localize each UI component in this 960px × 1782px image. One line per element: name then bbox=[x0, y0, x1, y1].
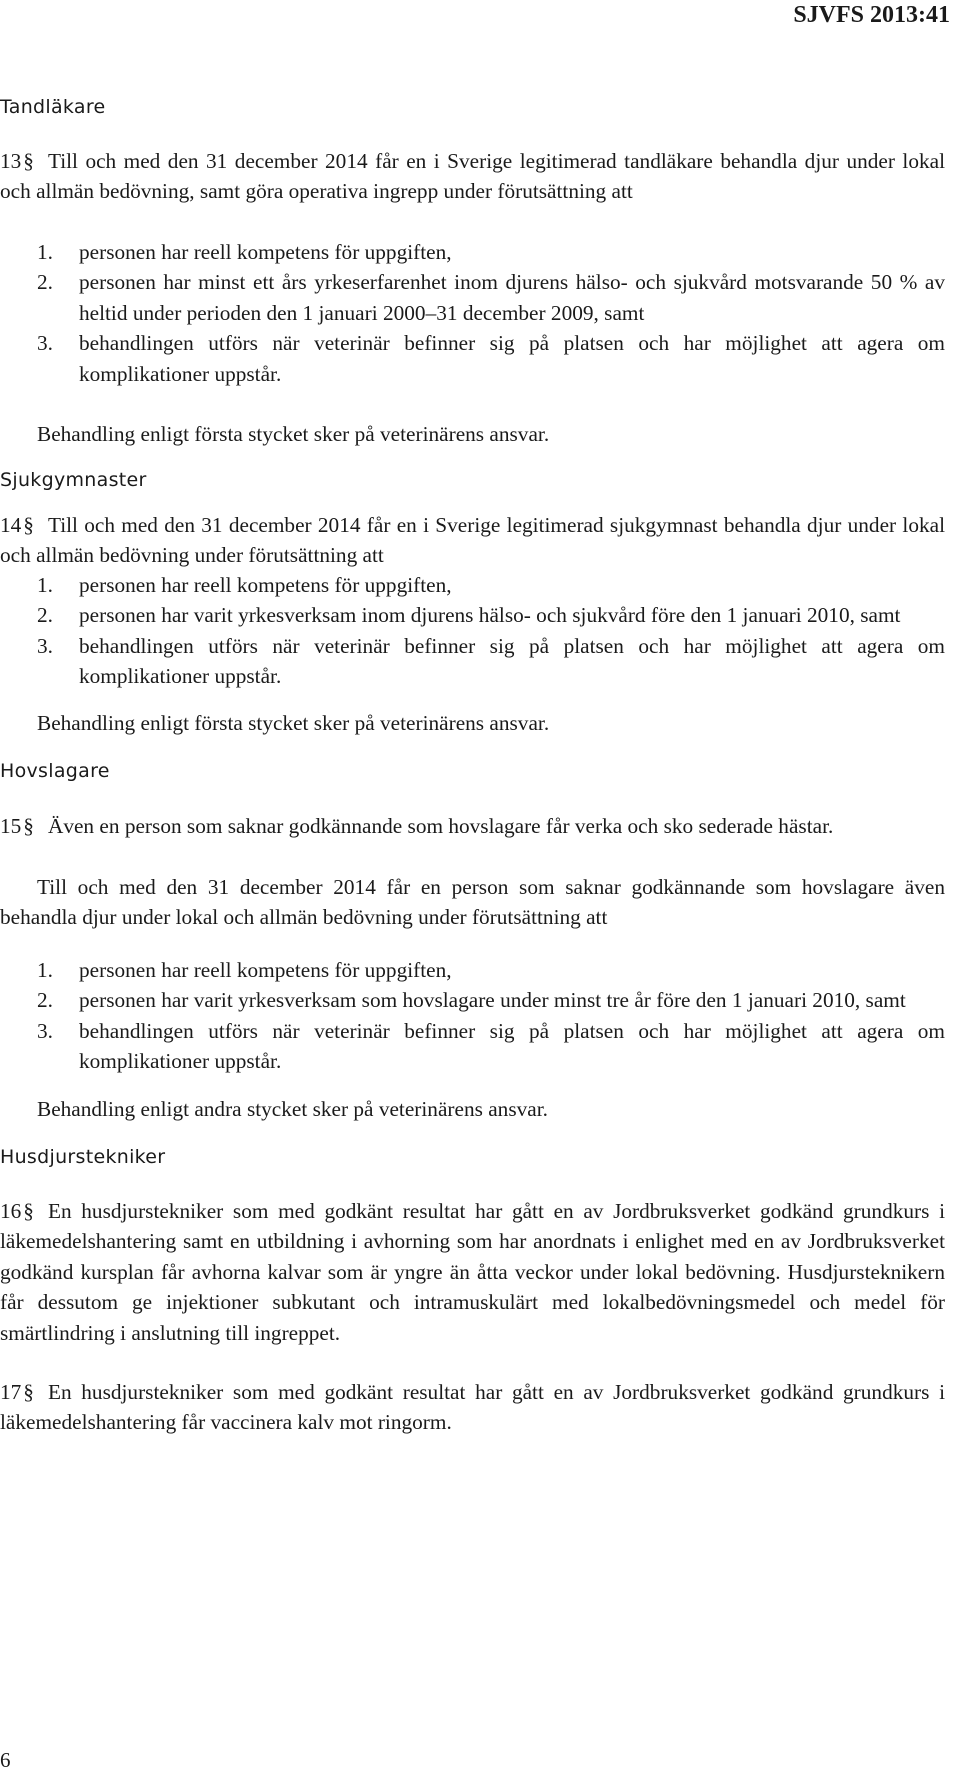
section-text: Även en person som saknar godkännande som hovslagare får verka och sko sederade hästar. bbox=[47, 814, 834, 838]
section-symbol: § bbox=[23, 814, 34, 838]
section-15 bbox=[0, 811, 945, 841]
section-14 bbox=[0, 510, 945, 571]
responsibility-note: Behandling enligt andra stycket sker på veterinärens ansvar. bbox=[37, 1097, 548, 1121]
page-number: 6 bbox=[0, 1748, 11, 1772]
heading-hovslagare: Hovslagare bbox=[0, 760, 110, 782]
requirements-list bbox=[37, 955, 945, 1077]
section-text: Till och med den 31 december 2014 får en i Sverige legitimerad sjukgymnast behandla djur under lokal och allmän bedövning under förutsättning att bbox=[0, 513, 945, 568]
section-number: 14 bbox=[0, 513, 22, 537]
list-item: 3. behandlingen utförs när veterinär befinner sig på platsen och har möjlighet att agera om komplikationer uppstår. bbox=[37, 633, 945, 689]
responsibility-note: Behandling enligt första stycket sker på veterinärens ansvar. bbox=[37, 422, 550, 446]
section-text: En husdjurstekniker som med godkänt resultat har gått en av Jordbruksverket godkänd grundkurs i läkemedelshantering får vaccinera kalv mot ringorm. bbox=[0, 1380, 945, 1435]
section-text: En husdjurstekniker som med godkänt resultat har gått en av Jordbruksverket godkänd grundkurs i läkemedelshantering samt en utbildning i avhorning som har anordnats i enlighet med en av Jordbruksverket godkänd kursplan får avhorna kalvar som är yngre än åtta veckor under lokal bedövning. Husdjursteknikern får dessutom ge injektioner subkutant och intramuskulärt med lokalbedövningsmedel och medel för smärtlindring i anslutning till ingreppet. bbox=[0, 1199, 945, 1345]
section-13 bbox=[0, 146, 945, 207]
heading-husdjurstekniker: Husdjurstekniker bbox=[0, 1146, 166, 1168]
list-item: 2. personen har varit yrkesverksam som hovslagare under minst tre år före den 1 januari 2010, samt bbox=[37, 988, 906, 1013]
responsibility-note: Behandling enligt första stycket sker på veterinärens ansvar. bbox=[37, 711, 550, 735]
section-symbol: § bbox=[23, 513, 34, 537]
list-item: 1. personen har reell kompetens för uppgiften, bbox=[37, 240, 452, 264]
list-item: 2. personen har minst ett års yrkeserfarenhet inom djurens hälso- och sjukvård motsvarande 50 % av heltid under perioden den 1 januari 2000–31 december 2009, samt bbox=[37, 270, 945, 325]
section-16 bbox=[0, 1196, 945, 1348]
list-item: 1. personen har reell kompetens för uppgiften, bbox=[37, 958, 452, 982]
heading-sjukgymnaster: Sjukgymnaster bbox=[0, 469, 147, 491]
section-symbol: § bbox=[23, 149, 34, 173]
requirements-list bbox=[37, 570, 945, 692]
list-item: 2. personen har varit yrkesverksam inom djurens hälso- och sjukvård före den 1 januari 2010, samt bbox=[37, 603, 901, 628]
list-item: 3. behandlingen utförs när veterinär befinner sig på platsen och har möjlighet att agera om komplikationer uppstår. bbox=[37, 1018, 945, 1074]
section-symbol: § bbox=[23, 1380, 34, 1404]
list-item: 1. personen har reell kompetens för uppgiften, bbox=[37, 573, 452, 597]
section-17 bbox=[0, 1377, 945, 1438]
section-15-paragraph-2: Till och med den 31 december 2014 får en person som saknar godkännande som hovslagare även behandla djur under lokal och allmän bedövning under förutsättning att bbox=[0, 875, 945, 930]
section-symbol: § bbox=[23, 1199, 34, 1223]
heading-tandlakare: Tandläkare bbox=[0, 96, 106, 118]
section-number: 16 bbox=[0, 1199, 22, 1223]
list-item: 3. behandlingen utförs när veterinär befinner sig på platsen och har möjlighet att agera om komplikationer uppstår. bbox=[37, 331, 945, 386]
requirements-list bbox=[37, 237, 945, 389]
section-text: Till och med den 31 december 2014 får en i Sverige legitimerad tandläkare behandla djur under lokal och allmän bedövning, samt göra operativa ingrepp under förutsättning att bbox=[0, 149, 945, 204]
section-number: 17 bbox=[0, 1380, 22, 1404]
section-number: 15 bbox=[0, 814, 22, 838]
section-number: 13 bbox=[0, 149, 22, 173]
document-id: SJVFS 2013:41 bbox=[793, 2, 950, 28]
